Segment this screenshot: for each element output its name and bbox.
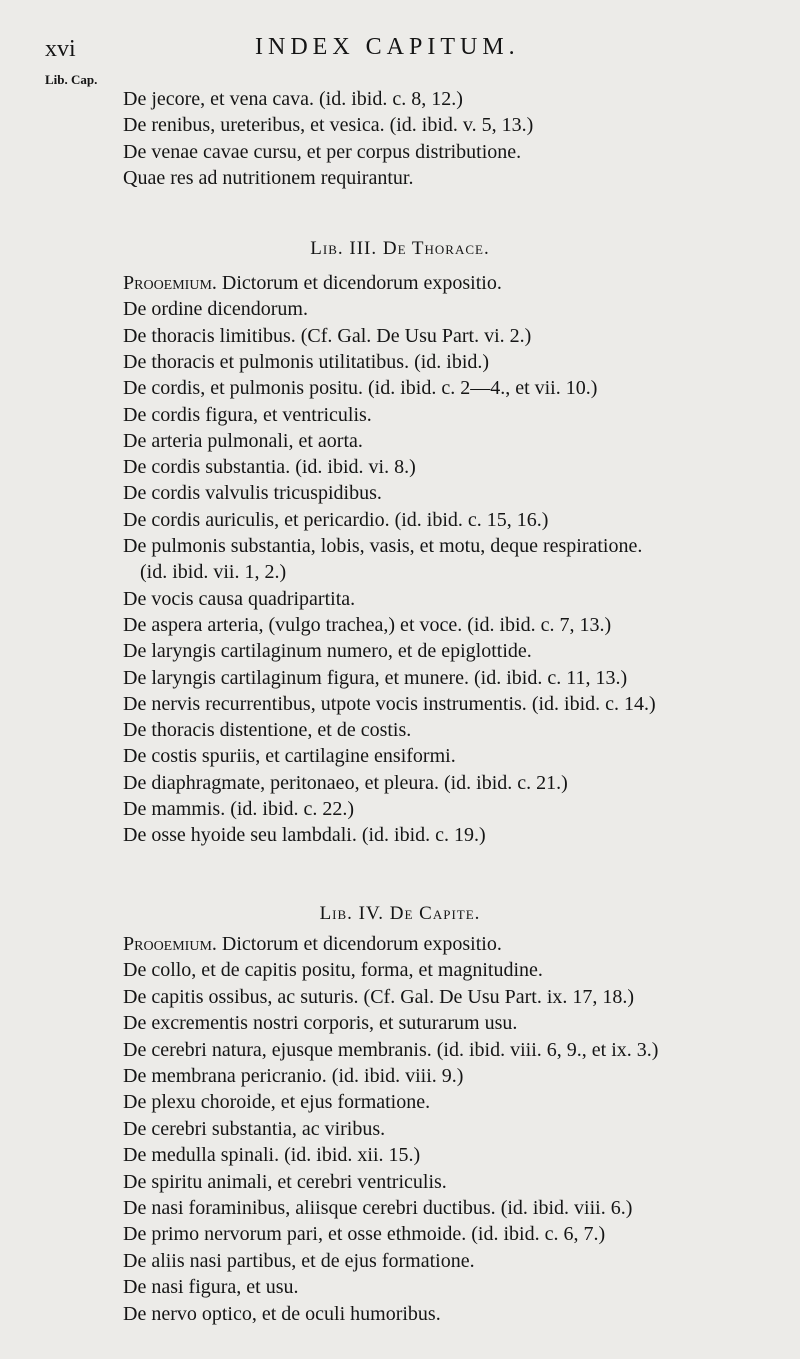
chapter-title (123, 986, 634, 1009)
galen-reference: (id. ibid.) (414, 350, 490, 373)
chapter-title (123, 1250, 475, 1273)
chapter-title (123, 167, 413, 190)
chapter-title (123, 351, 489, 374)
galen-reference: (Cf. Gal. De Usu Part. ix. 17, 18.) (363, 985, 635, 1008)
chapter-title (123, 640, 532, 663)
chapter-title (123, 482, 382, 505)
chapter-text: De cordis auriculis, et pericardio. (123, 508, 390, 531)
chapter-text: De membrana pericranio. (123, 1065, 327, 1087)
chapter-text: De vocis causa quadripartita. (123, 587, 356, 610)
column-heading: Lib. Cap. (45, 72, 98, 87)
chapter-title (123, 614, 611, 637)
galen-reference: (id. ibid. c. 7, 13.) (467, 613, 612, 636)
chapter-title (123, 377, 597, 400)
galen-reference: (id. ibid. c. 6, 7.) (471, 1223, 606, 1246)
chapter-text: De pulmonis substantia, lobis, vasis, et motu, deque respiratione. (123, 535, 643, 557)
galen-reference: (id. ibid. c. 15, 16.) (394, 508, 549, 531)
galen-reference: (id. ibid. c. 2—4., et vii. 10.) (367, 377, 598, 400)
chapter-text: De venae cavae cursu, et per corpus distributione. (123, 140, 522, 163)
galen-reference: (id. ibid. c. 22.) (230, 798, 355, 820)
chapter-title (123, 1223, 605, 1246)
chapter-text: Dictorum et dicendorum expositio. (221, 272, 502, 294)
chapter-title (123, 824, 486, 847)
chapter-title (123, 1039, 658, 1062)
galen-reference: (id. ibid. viii. 9.) (331, 1065, 464, 1087)
page-number: xvi (45, 36, 76, 62)
chapter-text: De spiritu animali, et cerebri ventriculis. (123, 1170, 447, 1193)
chapter-text: De capitis ossibus, ac suturis. (123, 985, 359, 1008)
chapter-text: De nervo optico, et de oculi humoribus. (123, 1302, 441, 1325)
chapter-title (123, 1171, 447, 1194)
chapter-title (123, 772, 568, 795)
chapter-title (123, 1276, 299, 1299)
chapter-text: De aliis nasi partibus, et de ejus formatione. (123, 1249, 475, 1272)
chapter-title (123, 959, 543, 982)
chapter-text: De arteria pulmonali, et aorta. (123, 429, 363, 452)
chapter-lead: Prooemium. (123, 272, 217, 294)
chapter-text: De cordis valvulis tricuspidibus. (123, 482, 382, 505)
chapter-title (123, 535, 642, 558)
chapter-title (123, 298, 308, 321)
chapter-title (123, 114, 533, 137)
chapter-text: De renibus, ureteribus, et vesica. (123, 114, 385, 137)
galen-reference: (id. ibid. c. 14.) (531, 692, 656, 715)
chapter-title (123, 667, 627, 690)
chapter-text: De jecore, et vena cava. (123, 88, 314, 110)
chapter-text: Quae res ad nutritionem requirantur. (123, 166, 414, 189)
chapter-title (123, 272, 502, 295)
chapter-title (123, 1091, 430, 1114)
chapter-text: De primo nervorum pari, et osse ethmoide. (123, 1223, 467, 1246)
chapter-text: De aspera arteria, (vulgo trachea,) et voce. (123, 613, 463, 636)
chapter-title (123, 933, 502, 956)
galen-reference: (id. ibid. vi. 8.) (295, 456, 416, 479)
chapter-text: De cerebri substantia, ac viribus. (123, 1117, 386, 1140)
chapter-text: De collo, et de capitis positu, forma, et magnitudine. (123, 959, 543, 982)
chapter-title (123, 1144, 420, 1167)
chapter-title (123, 456, 416, 479)
chapter-text: De nasi figura, et usu. (123, 1276, 299, 1299)
chapter-text: De medulla spinali. (123, 1144, 280, 1167)
section-heading-book-4: Lib. IV. De Capite. (319, 903, 481, 924)
chapter-text: De laryngis cartilaginum numero, et de epiglottide. (123, 640, 532, 663)
galen-reference: (id. ibid. c. 11, 13.) (474, 666, 628, 689)
chapter-title (123, 404, 372, 427)
chapter-text: De osse hyoide seu lambdali. (123, 824, 357, 847)
chapter-title (123, 1197, 632, 1220)
chapter-text: De thoracis distentione, et de costis. (123, 719, 412, 742)
chapter-title (123, 88, 463, 111)
chapter-text: Dictorum et dicendorum expositio. (221, 933, 502, 955)
chapter-title (123, 509, 548, 532)
chapter-text: De cordis substantia. (123, 456, 291, 479)
galen-reference: (id. ibid. viii. 6.) (500, 1197, 633, 1219)
galen-reference: (Cf. Gal. De Usu Part. vi. 2.) (300, 324, 532, 347)
chapter-title (123, 1118, 385, 1141)
page-title: INDEX CAPITUM. (255, 34, 520, 60)
chapter-text: De costis spuriis, et cartilagine ensiformi. (123, 745, 456, 768)
chapter-title (123, 745, 456, 768)
section-heading-book-3: Lib. III. De Thorace. (310, 238, 490, 259)
chapter-title (123, 141, 521, 164)
chapter-title (123, 693, 656, 716)
galen-reference: (id. ibid. vii. 1, 2.) (140, 561, 287, 584)
chapter-title (123, 1012, 517, 1035)
chapter-text: De diaphragmate, peritonaeo, et pleura. (123, 771, 439, 794)
chapter-title (123, 325, 531, 348)
chapter-lead: Prooemium. (123, 933, 217, 955)
chapter-title (123, 430, 363, 453)
galen-reference: (id. ibid. c. 19.) (361, 824, 486, 847)
chapter-title (123, 1065, 463, 1088)
chapter-title (123, 588, 355, 611)
chapter-text: De cordis figura, et ventriculis. (123, 403, 372, 426)
chapter-text: De laryngis cartilaginum figura, et munere. (123, 666, 469, 689)
chapter-text: De ordine dicendorum. (123, 298, 308, 321)
galen-reference: (id. ibid. c. 21.) (443, 771, 568, 794)
chapter-title (140, 561, 286, 584)
galen-reference: (id. ibid. c. 8, 12.) (319, 88, 463, 110)
chapter-text: De thoracis limitibus. (123, 324, 296, 347)
chapter-text: De plexu choroide, et ejus formatione. (123, 1091, 431, 1114)
chapter-text: De nervis recurrentibus, utpote vocis instrumentis. (123, 692, 527, 715)
chapter-text: De mammis. (123, 798, 226, 820)
chapter-title (123, 798, 354, 821)
chapter-title (123, 1303, 441, 1326)
chapter-text: De nasi foraminibus, aliisque cerebri ductibus. (123, 1197, 496, 1219)
galen-reference: (id. ibid. v. 5, 13.) (389, 114, 534, 137)
chapter-text: De excrementis nostri corporis, et suturarum usu. (123, 1012, 518, 1035)
chapter-text: De thoracis et pulmonis utilitatibus. (123, 350, 410, 373)
chapter-title (123, 719, 411, 742)
galen-reference: (id. ibid. xii. 15.) (284, 1144, 421, 1167)
chapter-text: De cerebri natura, ejusque membranis. (123, 1038, 432, 1061)
galen-reference: (id. ibid. viii. 6, 9., et ix. 3.) (436, 1038, 659, 1061)
chapter-text: De cordis, et pulmonis positu. (123, 377, 363, 400)
